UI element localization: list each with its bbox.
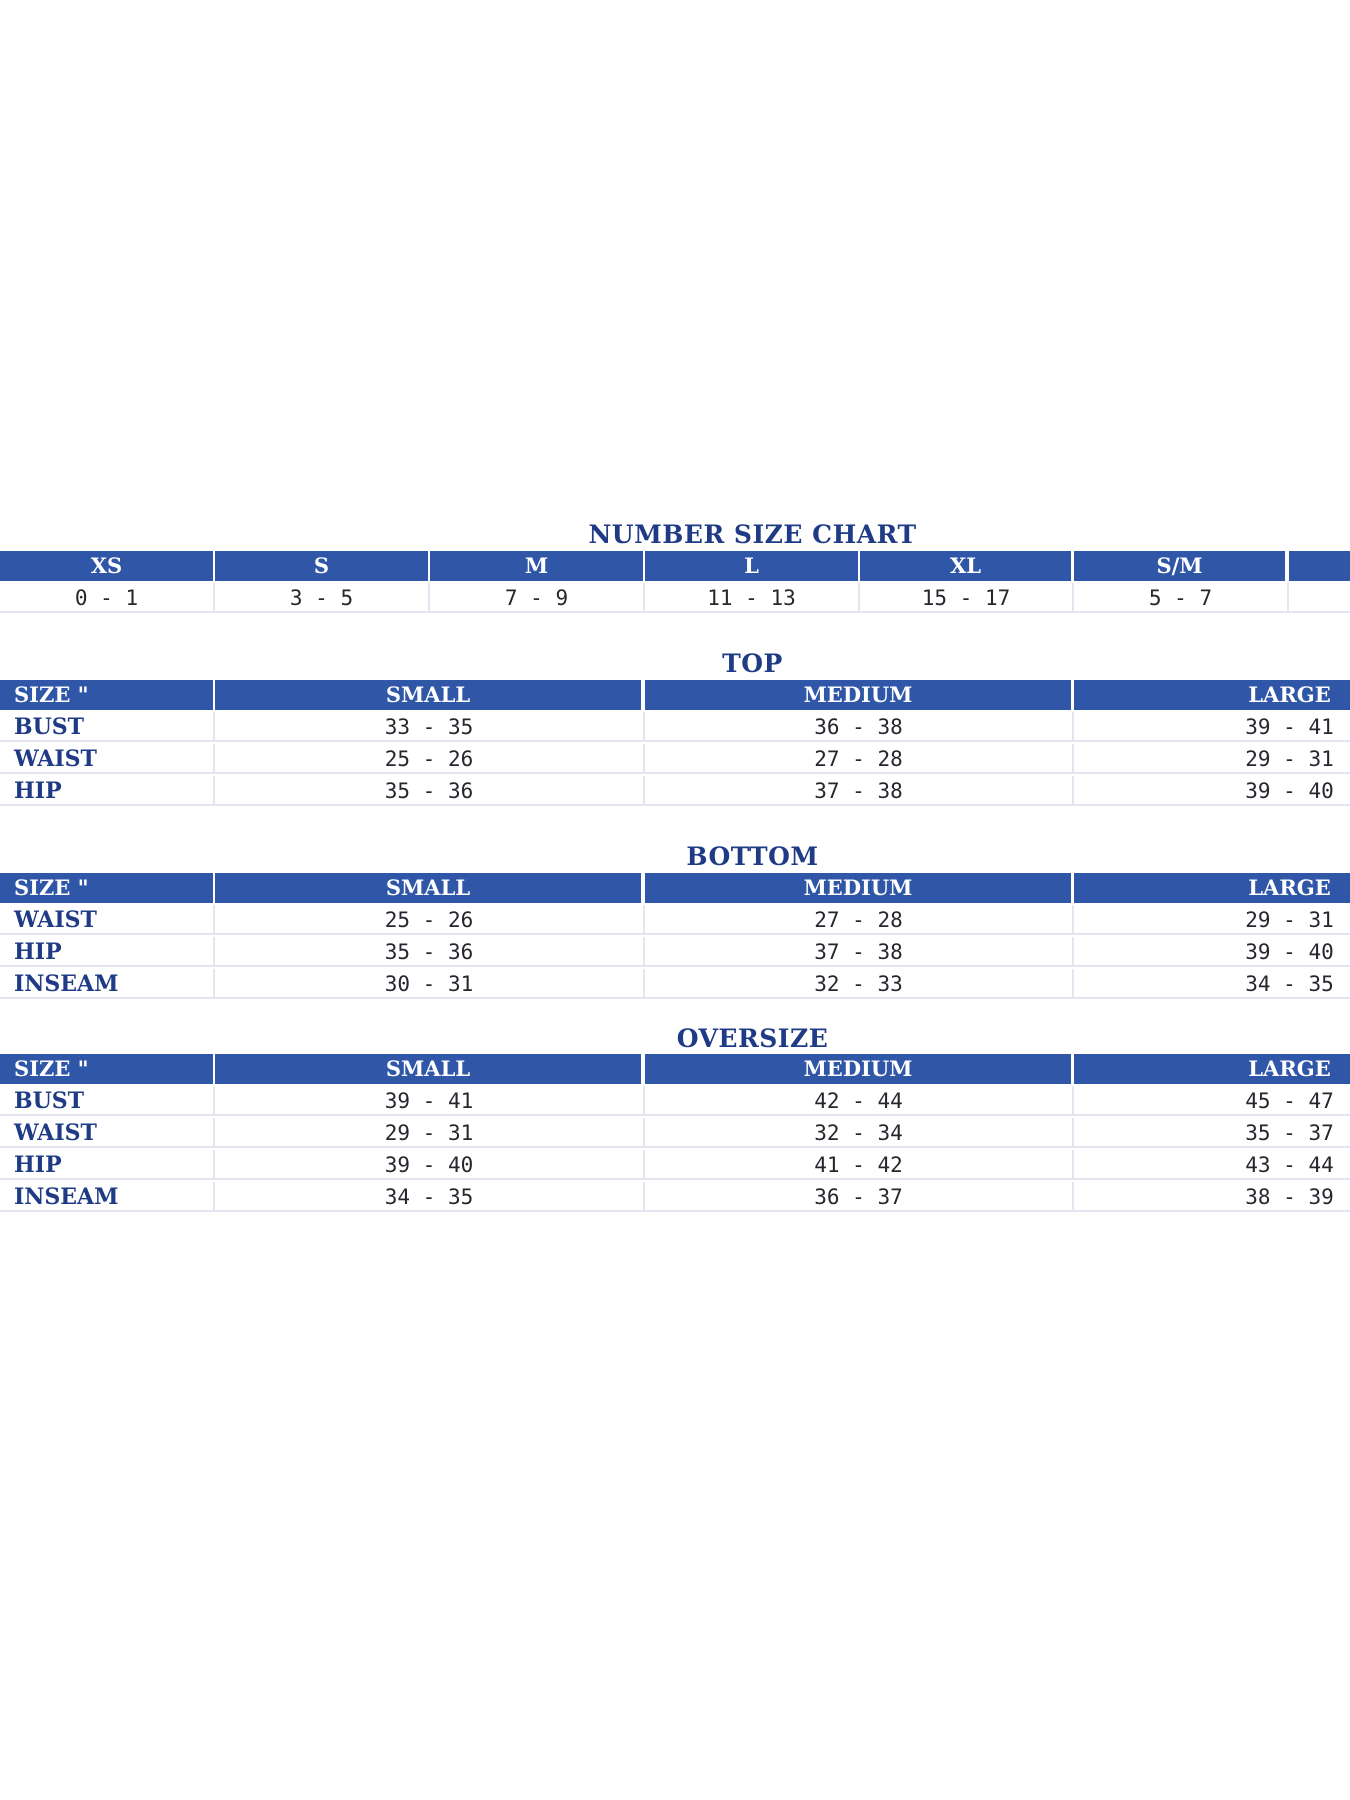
oversize-cell: 36 - 37 [645, 1182, 1074, 1212]
oversize-cell: 34 - 35 [215, 1182, 645, 1212]
number-header-xs: XS [0, 551, 213, 581]
number-value-xl: 15 - 17 [860, 583, 1074, 613]
number-value-cut [1289, 583, 1350, 613]
number-header-cut [1289, 551, 1350, 581]
top-cell: 36 - 38 [645, 712, 1074, 742]
top-header-large: LARGE [1074, 680, 1350, 710]
top-row-label: WAIST [0, 744, 215, 774]
bottom-header-size: SIZE " [0, 873, 213, 903]
oversize-cell: 41 - 42 [645, 1150, 1074, 1180]
bottom-cell: 25 - 26 [215, 905, 645, 935]
top-table-title: TOP [722, 649, 783, 678]
bottom-cell: 35 - 36 [215, 937, 645, 967]
bottom-header-small: SMALL [215, 873, 641, 903]
bottom-cell: 32 - 33 [645, 969, 1074, 999]
oversize-cell: 45 - 47 [1074, 1086, 1350, 1116]
top-cell: 25 - 26 [215, 744, 645, 774]
oversize-cell: 39 - 41 [215, 1086, 645, 1116]
oversize-cell: 38 - 39 [1074, 1182, 1350, 1212]
bottom-row-label: HIP [0, 937, 215, 967]
number-value-l: 11 - 13 [645, 583, 860, 613]
oversize-cell: 32 - 34 [645, 1118, 1074, 1148]
number-value-m: 7 - 9 [430, 583, 645, 613]
top-header-medium: MEDIUM [645, 680, 1071, 710]
number-header-m: M [430, 551, 643, 581]
oversize-cell: 43 - 44 [1074, 1150, 1350, 1180]
top-cell: 35 - 36 [215, 776, 645, 806]
oversize-header-small: SMALL [215, 1054, 641, 1084]
top-header-small: SMALL [215, 680, 641, 710]
oversize-table-title: OVERSIZE [676, 1024, 829, 1053]
top-row-label: BUST [0, 712, 215, 742]
oversize-cell: 39 - 40 [215, 1150, 645, 1180]
number-value-s: 3 - 5 [215, 583, 430, 613]
oversize-cell: 42 - 44 [645, 1086, 1074, 1116]
bottom-cell: 34 - 35 [1074, 969, 1350, 999]
bottom-cell: 37 - 38 [645, 937, 1074, 967]
oversize-header-medium: MEDIUM [645, 1054, 1071, 1084]
number-header-l: L [645, 551, 858, 581]
number-header-sm: S/M [1074, 551, 1285, 581]
top-header-size: SIZE " [0, 680, 213, 710]
oversize-cell: 29 - 31 [215, 1118, 645, 1148]
top-cell: 37 - 38 [645, 776, 1074, 806]
number-size-chart-title: NUMBER SIZE CHART [588, 520, 917, 549]
number-header-xl: XL [860, 551, 1071, 581]
top-row-label: HIP [0, 776, 215, 806]
number-value-xs: 0 - 1 [0, 583, 215, 613]
top-cell: 27 - 28 [645, 744, 1074, 774]
number-value-sm: 5 - 7 [1074, 583, 1289, 613]
top-cell: 29 - 31 [1074, 744, 1350, 774]
bottom-cell: 30 - 31 [215, 969, 645, 999]
bottom-table-title: BOTTOM [686, 842, 819, 871]
oversize-header-size: SIZE " [0, 1054, 213, 1084]
top-cell: 39 - 40 [1074, 776, 1350, 806]
top-cell: 33 - 35 [215, 712, 645, 742]
bottom-header-medium: MEDIUM [645, 873, 1071, 903]
bottom-header-large: LARGE [1074, 873, 1350, 903]
oversize-row-label: WAIST [0, 1118, 215, 1148]
bottom-cell: 27 - 28 [645, 905, 1074, 935]
top-cell: 39 - 41 [1074, 712, 1350, 742]
oversize-row-label: INSEAM [0, 1182, 215, 1212]
oversize-header-large: LARGE [1074, 1054, 1350, 1084]
bottom-row-label: WAIST [0, 905, 215, 935]
oversize-row-label: BUST [0, 1086, 215, 1116]
oversize-row-label: HIP [0, 1150, 215, 1180]
bottom-cell: 29 - 31 [1074, 905, 1350, 935]
bottom-row-label: INSEAM [0, 969, 215, 999]
bottom-cell: 39 - 40 [1074, 937, 1350, 967]
number-header-s: S [215, 551, 428, 581]
oversize-cell: 35 - 37 [1074, 1118, 1350, 1148]
